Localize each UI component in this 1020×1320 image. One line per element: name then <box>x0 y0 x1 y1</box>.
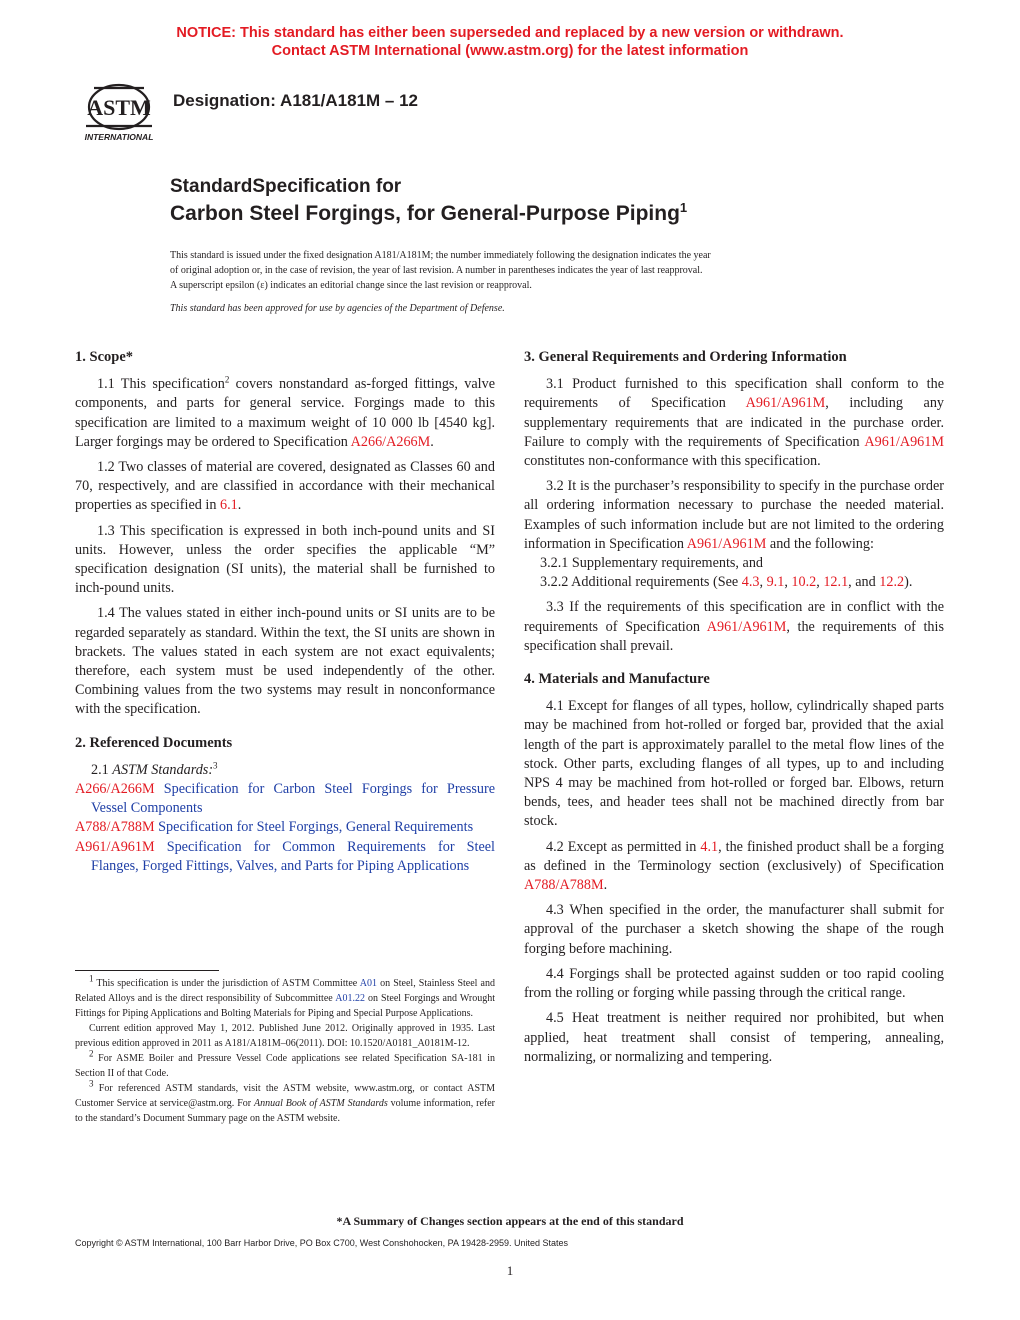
title-line-2 <box>170 200 687 228</box>
copyright-line: Copyright © ASTM International, 100 Barr Harbor Drive, PO Box C700, West Conshohocken, PA 19428-2959. United States <box>75 1238 569 1248</box>
section-3-heading: 3. General Requirements and Ordering Information <box>524 349 847 365</box>
ref-item-a788[interactable]: A788/A788M Specification for Steel Forgings, General Requirements <box>75 819 474 836</box>
para-3-2-2: 3.2.2 Additional requirements (See 4.3, 9.1, 10.2, 12.1, and 12.2). <box>540 574 913 591</box>
para-1-3: 1.3 This specification is expressed in both inch-pound units and SI units. However, unless the order specifies the applicable “M” specification designation (SI units), the material shall be furnished to inch-pound units. <box>75 522 495 597</box>
link-12-1[interactable]: 12.1 <box>823 574 849 591</box>
issuance-line-1: This standard is issued under the fixed designation A181/A181M; the number immediately following the designation indicates the year <box>170 250 711 261</box>
left-column <box>75 348 495 876</box>
document-title <box>170 174 687 228</box>
summary-of-changes-note: *A Summary of Changes section appears at the end of this standard <box>336 1214 684 1228</box>
footnotes <box>75 973 496 1126</box>
ref-item-a266[interactable]: A266/A266M Specification for Carbon Steel Forgings for Pressure Vessel Components <box>75 781 495 817</box>
para-4-5: 4.5 Heat treatment is neither required nor prohibited, but when applied, heat treatment shall consist of tempering, annealing, normalizing, or normalizing and tempering. <box>524 1010 944 1065</box>
para-3-2: 3.2 It is the purchaser’s responsibility to specify in the purchase order all ordering information necessary to purchase the needed material. Examples of such information include but are not limited to the ordering information in Specification A961/A961M and the following: <box>524 478 944 552</box>
para-4-3: 4.3 When specified in the order, the manufacturer shall submit for approval of the purchaser a sketch showing the shape of the rough forging before machining. <box>524 902 944 957</box>
link-6-1[interactable]: 6.1 <box>219 497 238 514</box>
issuance-line-3: A superscript epsilon (ε) indicates an editorial change since the last revision or reapproval. <box>170 280 532 291</box>
notice-line-1: NOTICE: This standard has either been superseded and replaced by a new version or withdrawn. <box>176 25 844 41</box>
astm-logo <box>76 74 162 144</box>
title-main-text: Carbon Steel Forgings, for General-Purpose Piping <box>170 202 680 225</box>
ref-item-a961[interactable]: A961/A961M Specification for Common Requirements for Steel Flanges, Forged Fittings, Valves, and Parts for Piping Applications <box>75 838 495 874</box>
link-4-1[interactable]: 4.1 <box>700 838 719 855</box>
link-10-2[interactable]: 10.2 <box>791 574 817 591</box>
para-2-1: 2.1 ASTM Standards:$^3$ <box>91 760 218 778</box>
page-number: 1 <box>506 1263 514 1278</box>
logo-wordmark: INTERNATIONAL <box>84 132 154 142</box>
footnote-1: $^1$ This specification is under the jurisdiction of ASTM Committee A01 on Steel, Stainless Steel and Related Alloys and is the direct responsibility of Subcommittee A01.22 on Steel Forgings and Wrought Fittings for Piping Applications and Bolting Materials for Piping and Special Purpose Applications. <box>75 973 495 1019</box>
logo-mark-text: ASTM <box>87 95 151 120</box>
para-4-4: 4.4 Forgings shall be protected against sudden or too rapid cooling from the rolling or forging while passing through the critical range. <box>524 965 944 1002</box>
para-4-1: 4.1 Except for flanges of all types, hollow, cylindrically shaped parts may be machined from hot-rolled or forged bar, provided that the axial length of the part is approximately parallel to the metal flow lines of the stock. Other parts, excluding flanges of all types, up to and including NPS 4 may be machined from hot-rolled or forged bar. Elbows, return bends, tees, and header tees shall not be machined directly from bar stock. <box>524 698 944 830</box>
para-1-4: 1.4 The values stated in either inch-pound units or SI units are to be regarded separately as standard. Within the text, the SI units are shown in brackets. The values stated in each system are not exact equivalents; therefore, each system must be used independently of the other. Combining values from the two systems may result in nonconformance with the specification. <box>75 605 495 718</box>
link-4-3[interactable]: 4.3 <box>741 574 760 591</box>
designation: Designation: A181/A181M – 12 <box>173 91 419 110</box>
dod-approval-note: This standard has been approved for use by agencies of the Department of Defense. <box>170 303 505 314</box>
withdrawal-notice <box>0 24 1020 60</box>
link-a01-22[interactable]: A01.22 <box>335 993 365 1004</box>
footnote-2: $^2$ For ASME Boiler and Pressure Vessel Code applications see related Specification SA-181 in Section II of that Code. <box>75 1048 496 1079</box>
para-3-1: 3.1 Product furnished to this specification shall conform to the requirements of Specification A961/A961M, including any supplementary requirements that are indicated in the purchase order. Failure to comply with the requirements of Specification A961/A961M constitutes non-conformance with this specification. <box>524 376 945 470</box>
issuance-note <box>170 248 870 293</box>
section-2-heading: 2. Referenced Documents <box>75 734 233 751</box>
link-a788[interactable]: A788/A788M <box>524 877 604 894</box>
link-9-1[interactable]: 9.1 <box>766 574 785 591</box>
link-a961[interactable]: A961/A961M <box>686 535 767 552</box>
para-4-2: 4.2 Except as permitted in 4.1, the finished product shall be a forging as defined in the Terminology section (exclusively) of Specification A788/A788M. <box>524 838 944 894</box>
link-a961[interactable]: A961/A961M <box>706 618 787 635</box>
right-column <box>524 348 944 1073</box>
link-a266[interactable]: A266/A266M <box>350 433 431 450</box>
link-12-2[interactable]: 12.2 <box>879 574 905 591</box>
link-a961[interactable]: A961/A961M <box>745 395 826 412</box>
footnote-divider <box>75 970 219 971</box>
para-1-1: 1.1 This specification$^2$ covers nonstandard as-forged fittings, valve components, and parts for general service. Forgings made to this specification are limited to a maximum weight of 10 000 lb [4540 kg]. Larger forgings may be ordered to Specification A266/A266M. <box>75 374 496 450</box>
footnote-1-edition: Current edition approved May 1, 2012. Published June 2012. Originally approved in 1935. Last previous edition approved in 2011 as A181/A181M–06(2011). DOI: 10.1520/A0181_A0181M-12. <box>75 1023 495 1049</box>
link-a961[interactable]: A961/A961M <box>864 433 944 450</box>
notice-line-2: Contact ASTM International (www.astm.org) for the latest information <box>271 43 749 59</box>
title-footnote-mark: 1 <box>679 200 688 215</box>
footnote-3: $^3$ For referenced ASTM standards, visit the ASTM website, www.astm.org, or contact ASTM Customer Service at service@astm.org. For Annual Book of ASTM Standards volume information, refer to the standard’s Document Summary page on the ASTM website. <box>75 1078 496 1124</box>
section-1-heading: 1. Scope* <box>75 349 133 365</box>
section-4-heading: 4. Materials and Manufacture <box>524 671 710 688</box>
link-a01[interactable]: A01 <box>359 978 378 989</box>
para-3-3: 3.3 If the requirements of this specification are in conflict with the requirements of Specification A961/A961M, the requirements of this specification shall prevail. <box>524 599 944 654</box>
para-1-2: 1.2 Two classes of material are covered, designated as Classes 60 and 70, respectively, and are classified in accordance with their mechanical properties as specified in 6.1. <box>75 459 495 514</box>
title-line-1: StandardSpecification for <box>170 176 402 197</box>
issuance-line-2: of original adoption or, in the case of revision, the year of last revision. A number in parentheses indicates the year of last reapproval. <box>170 265 703 276</box>
para-3-2-1: 3.2.1 Supplementary requirements, and <box>540 555 764 572</box>
